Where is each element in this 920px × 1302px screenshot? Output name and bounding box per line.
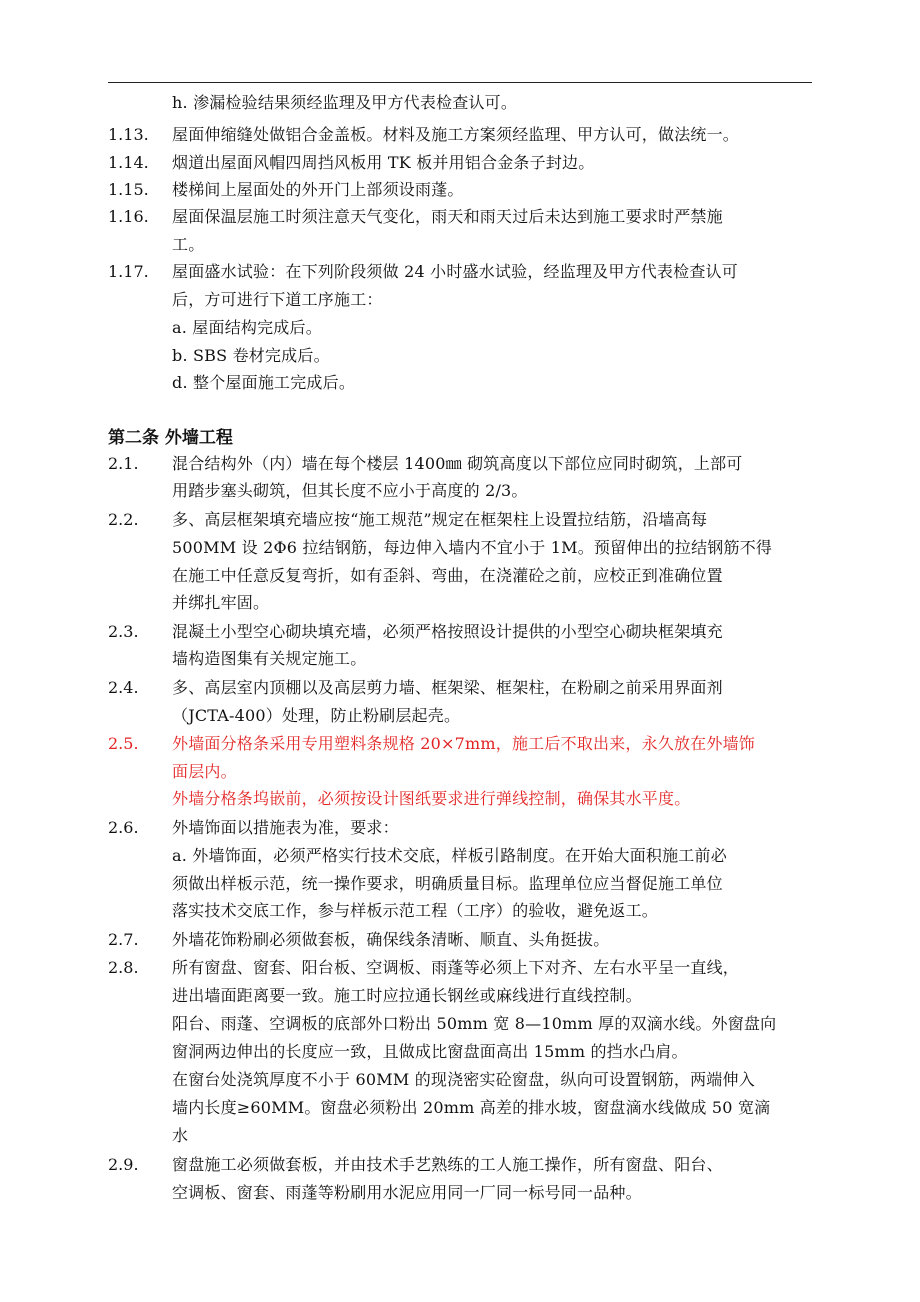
item-text: 进出墙面距离要一致。施工时应拉通长钢丝或麻线进行直线控制。 (172, 986, 642, 1005)
item-text: 多、高层框架填充墙应按“施工规范”规定在框架柱上设置拉结筋，沿墙高每 (172, 510, 708, 529)
item-text: 在窗台处浇筑厚度不小于 60MM 的现浇密实砼窗盘，纵向可设置钢筋，两端伸入 (172, 1070, 755, 1089)
item-number: 2.2. (108, 510, 139, 529)
item-text: 水 (172, 1126, 189, 1145)
item-text: 窗洞两边伸出的长度应一致，且做成比窗盘面高出 15mm 的挡水凸肩。 (172, 1042, 688, 1061)
item-number: 2.9. (108, 1155, 139, 1174)
item-text: 外墙饰面以措施表为准，要求： (172, 818, 399, 837)
item-number: 2.3. (108, 622, 139, 641)
item-number: 2.6. (108, 818, 139, 837)
item-text: 500MM 设 2Φ6 拉结钢筋，每边伸入墙内不宜小于 1M。预留伸出的拉结钢筋不得 (172, 538, 773, 557)
item-number: 1.13. (108, 125, 149, 144)
section-heading: 第二条 外墙工程 (108, 428, 233, 448)
item-text: 空调板、窗套、雨蓬等粉刷用水泥应用同一厂同一标号同一品种。 (172, 1183, 642, 1202)
item-number: 2.7. (108, 930, 139, 949)
item-text: 并绑扎牢固。 (172, 593, 270, 612)
sub-item: b. SBS 卷材完成后。 (172, 346, 330, 365)
item-text: 在施工中任意反复弯折，如有歪斜、弯曲，在浇灌砼之前，应校正到准确位置 (172, 566, 723, 585)
item-text: 所有窗盘、窗套、阳台板、空调板、雨蓬等必须上下对齐、左右水平呈一直线， (172, 958, 740, 977)
item-number-highlight: 2.5. (108, 734, 139, 753)
item-text: 窗盘施工必须做套板，并由技术手艺熟练的工人施工操作，所有窗盘、阳台、 (172, 1155, 723, 1174)
item-text: 须做出样板示范，统一操作要求，明确质量目标。监理单位应当督促施工单位 (172, 874, 723, 893)
item-h-line: h. 渗漏检验结果须经监理及甲方代表检查认可。 (172, 93, 518, 112)
item-text: 混凝土小型空心砌块填充墙，必须严格按照设计提供的小型空心砌块框架填充 (172, 622, 723, 641)
item-text-highlight: 外墙面分格条采用专用塑料条规格 20×7mm，施工后不取出来，永久放在外墙饰 (172, 734, 755, 753)
item-text: 墙内长度≥60MM。窗盘必须粉出 20mm 高差的排水坡，窗盘滴水线做成 50 宽滴 (172, 1098, 771, 1117)
item-text-highlight: 面层内。 (172, 762, 237, 781)
item-text: 阳台、雨蓬、空调板的底部外口粉出 50mm 宽 8—10mm 厚的双滴水线。外窗盘向 (172, 1014, 777, 1033)
item-text: 落实技术交底工作，参与样板示范工程（工序）的验收，避免返工。 (172, 901, 659, 920)
item-number: 2.1. (108, 454, 139, 473)
item-number: 1.15. (108, 180, 149, 199)
item-number: 1.14. (108, 153, 149, 172)
item-text: 屋面盛水试验：在下列阶段须做 24 小时盛水试验，经监理及甲方代表检查认可 (172, 262, 738, 281)
item-number: 1.16. (108, 207, 149, 226)
item-text: 屋面保温层施工时须注意天气变化，雨天和雨天过后未达到施工要求时严禁施 (172, 207, 723, 226)
item-text: 外墙花饰粉刷必须做套板，确保线条清晰、顺直、头角挺拔。 (172, 930, 610, 949)
item-number: 2.4. (108, 678, 139, 697)
item-text: 楼梯间上屋面处的外开门上部须设雨蓬。 (172, 180, 464, 199)
item-text: 墙构造图集有关规定施工。 (172, 649, 367, 668)
sub-item: a. 外墙饰面，必须严格实行技术交底，样板引路制度。在开始大面积施工前必 (172, 846, 727, 865)
item-text: 多、高层室内顶棚以及高层剪力墙、框架梁、框架柱，在粉刷之前采用界面剂 (172, 678, 723, 697)
header-rule (108, 82, 812, 83)
item-text: 工。 (172, 235, 205, 254)
item-text: 烟道出屋面风帽四周挡风板用 TK 板并用铝合金条子封边。 (172, 153, 595, 172)
sub-item: a. 屋面结构完成后。 (172, 318, 322, 337)
item-text-highlight: 外墙分格条坞嵌前，必须按设计图纸要求进行弹线控制，确保其水平度。 (172, 789, 691, 808)
item-text: 用踏步塞头砌筑，但其长度不应小于高度的 2/3。 (172, 481, 528, 500)
item-text: （JCTA-400）处理，防止粉刷层起壳。 (172, 706, 461, 725)
sub-item: d. 整个屋面施工完成后。 (172, 373, 356, 392)
item-text: 后，方可进行下道工序施工： (172, 290, 383, 309)
item-number: 2.8. (108, 958, 139, 977)
item-number: 1.17. (108, 262, 149, 281)
item-text: 混合结构外（内）墙在每个楼层 1400㎜ 砌筑高度以下部位应同时砌筑，上部可 (172, 454, 743, 473)
item-text: 屋面伸缩缝处做铝合金盖板。材料及施工方案须经监理、甲方认可，做法统一。 (172, 125, 740, 144)
